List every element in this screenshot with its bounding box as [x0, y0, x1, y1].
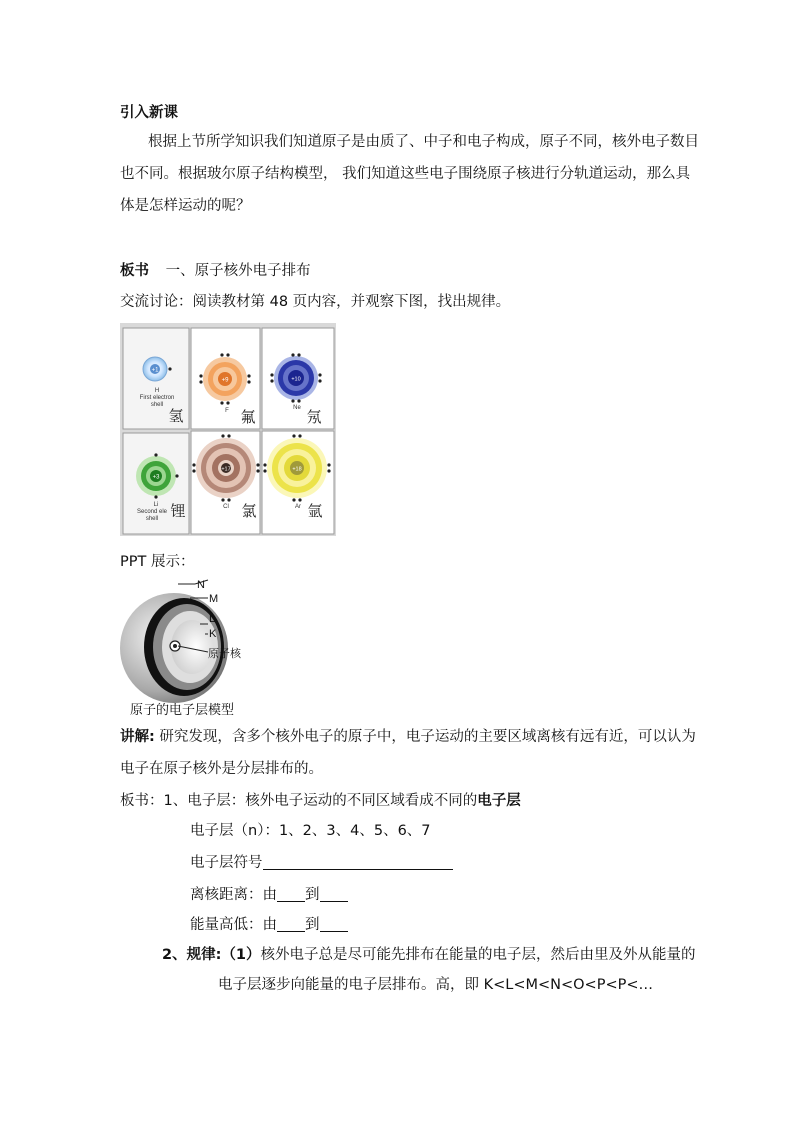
- symbol-blank[interactable]: [263, 853, 453, 870]
- intro-paragraph-line-3: 体是怎样运动的呢？: [120, 198, 251, 214]
- li-symbol: Li: [153, 502, 159, 508]
- cl-symbol: Cl: [223, 504, 229, 510]
- cl-charge: +17: [221, 466, 231, 473]
- h-charge: +1: [151, 367, 159, 374]
- ar-symbol: Ar: [295, 504, 301, 510]
- f-charge: +9: [221, 377, 229, 384]
- li-chinese-name: 锂: [170, 502, 186, 520]
- layer-m-label: M: [209, 593, 219, 605]
- layer-n-label: N: [197, 579, 205, 591]
- board-label: 板书: [120, 263, 149, 279]
- li-charge: +3: [152, 474, 160, 481]
- distance-row: [190, 879, 348, 911]
- explanation-label: 讲解:: [120, 729, 155, 745]
- rule-label: 2、规律:: [162, 947, 222, 963]
- electron-layer-definition: 板书：1、电子层：核外电子运动的不同区域看成不同的: [120, 793, 478, 809]
- h-chinese-name: 氢: [168, 407, 184, 425]
- atom-structure-figure: [120, 323, 336, 536]
- energy-row: [190, 909, 348, 941]
- ne-charge: +10: [291, 376, 301, 383]
- layer-k-label: K: [209, 628, 217, 640]
- rule-number: （1）: [221, 947, 261, 963]
- explanation-text: 研究发现，含多个核外电子的原子中，电子运动的主要区域离核有远有近，可以认为: [154, 729, 696, 745]
- ar-charge: +18: [292, 466, 302, 473]
- electron-layer-term: 电子层: [477, 793, 521, 809]
- distance-from-blank[interactable]: [277, 885, 305, 902]
- board-heading: [120, 259, 311, 280]
- nucleus-label: 原子核: [208, 647, 241, 660]
- ar-chinese-name: 氩: [307, 502, 323, 520]
- energy-from-label: 能量高低：由: [190, 917, 277, 933]
- intro-paragraph-line-1: 根据上节所学知识我们知道原子是由质了、中子和电子构成，原子不同，核外电子数目: [148, 134, 699, 150]
- cl-chinese-name: 氯: [241, 502, 257, 520]
- f-chinese-name: 氟: [240, 408, 256, 426]
- rule-line-2: 电子层逐步向能量的电子层排布。高，即 K<L<M<N<O<P<P<…: [218, 977, 653, 993]
- h-caption-2: shell: [150, 402, 164, 408]
- ne-chinese-name: 氖: [306, 408, 322, 426]
- electron-shell-model-figure: [120, 574, 255, 719]
- distance-from-label: 离核距离：由: [190, 887, 277, 903]
- li-caption-2: shell: [145, 516, 159, 522]
- f-symbol: F: [225, 408, 229, 414]
- layer-l-label: L: [209, 613, 216, 625]
- distance-to-blank[interactable]: [320, 885, 348, 902]
- ppt-label: PPT 展示：: [120, 554, 195, 570]
- rule-text-1: 核外电子总是尽可能先排布在能量的电子层，然后由里及外从能量的: [260, 947, 696, 963]
- h-caption-1: First electron: [139, 395, 175, 401]
- board-electron-layer: [120, 785, 521, 817]
- h-symbol: H: [154, 388, 160, 394]
- rule-line-1: [162, 939, 695, 971]
- energy-to-blank[interactable]: [320, 915, 348, 932]
- explanation-line-1: [120, 721, 696, 753]
- electron-layer-symbol-label: 电子层符号: [190, 855, 263, 871]
- intro-heading: 引入新课: [120, 105, 178, 121]
- intro-paragraph-line-2: 也不同。根据玻尔原子结构模型， 我们知道这些电子围绕原子核进行分轨道运动，那么具: [120, 166, 691, 182]
- ne-symbol: Ne: [293, 405, 301, 411]
- li-caption-1: Second ele: [136, 509, 168, 515]
- electron-layer-symbol-row: [190, 847, 453, 879]
- explanation-line-2: 电子在原子核外是分层排布的。: [120, 761, 323, 777]
- shell-model-caption: 原子的电子层模型: [130, 703, 235, 718]
- board-title: 一、原子核外电子排布: [165, 263, 311, 279]
- discussion-text: 交流讨论：阅读教材第 48 页内容，并观察下图，找出规律。: [120, 294, 511, 310]
- electron-layer-n-values: 电子层（n）：1、2、3、4、5、6、7: [190, 823, 431, 839]
- energy-from-blank[interactable]: [277, 915, 305, 932]
- distance-to-label: 到: [305, 887, 320, 903]
- energy-to-label: 到: [305, 917, 320, 933]
